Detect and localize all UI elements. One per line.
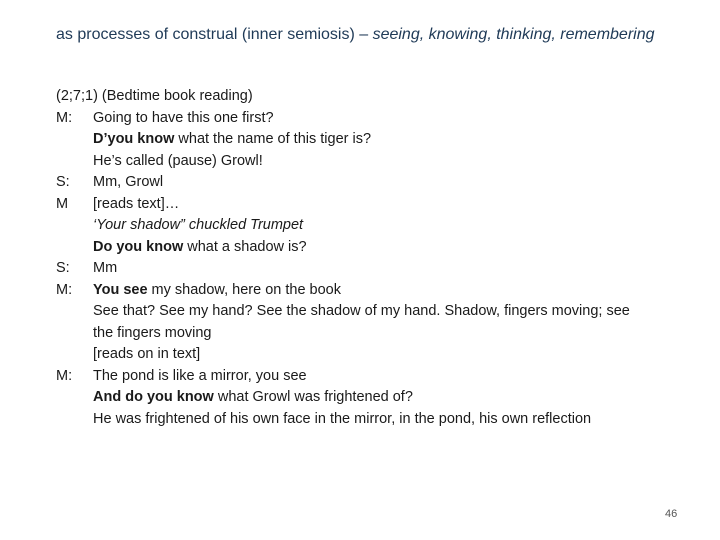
transcript-line (56, 366, 676, 388)
emphasis-text: Do you know (93, 238, 184, 255)
transcript-intro: (2;7;1) (Bedtime book reading) (56, 88, 253, 104)
transcript-line (56, 151, 676, 173)
utterance-segment: [reads on in text] (93, 346, 201, 362)
utterance-segment: what the name of this tiger is? (174, 131, 372, 147)
utterance-segment: Mm, Growl (93, 174, 164, 190)
transcript-line (56, 387, 676, 409)
utterance-segment: ‘Your shadow” chuckled Trumpet (93, 217, 304, 233)
speaker-label: M: (56, 367, 73, 384)
utterance-text (93, 301, 633, 344)
speaker-label (56, 237, 93, 259)
transcript-line (56, 344, 676, 366)
utterance-text (93, 237, 633, 259)
slide-heading (56, 24, 676, 46)
page-number: 46 (665, 508, 678, 520)
utterance-segment: He’s called (pause) Growl! (93, 152, 263, 169)
utterance-text (93, 280, 633, 302)
utterance-segment: Mm (93, 260, 118, 276)
utterance-segment: The pond is like a mirror, you see (93, 367, 307, 384)
transcript-line (56, 215, 676, 237)
speaker-label (56, 215, 93, 237)
utterance-text (93, 129, 633, 151)
utterance-text (93, 151, 633, 173)
utterance-text (93, 108, 633, 130)
transcript (56, 86, 676, 430)
transcript-line (56, 280, 676, 302)
utterance-segment: what a shadow is? (183, 238, 307, 255)
utterance-segment: Going to have this one first? (93, 109, 274, 126)
speaker-label (56, 344, 93, 366)
utterance-segment: what Growl was frightened of? (213, 389, 413, 405)
emphasis-text: And do you know (93, 389, 214, 405)
emphasis-text: You see (93, 281, 148, 298)
speaker-label (56, 129, 93, 151)
heading-italic-text: seeing, knowing, thinking, remembering (372, 26, 655, 43)
utterance-segment: [reads text]… (93, 195, 180, 212)
utterance-text (93, 258, 633, 280)
speaker-label (56, 301, 93, 344)
transcript-line (56, 301, 676, 344)
speaker-label (56, 409, 93, 431)
utterance-segment: See that? See my hand? See the shadow of my hand. Shadow, fingers moving; see the fingers moving (93, 303, 630, 341)
speaker-label: M (56, 195, 69, 212)
utterance-text (93, 194, 633, 216)
utterance-segment: my shadow, here on the book (147, 281, 341, 298)
transcript-line (56, 194, 676, 216)
transcript-line (56, 108, 676, 130)
speaker-label: S: (56, 174, 70, 190)
speaker-label (56, 387, 93, 409)
speaker-label: M: (56, 281, 73, 298)
speaker-label (56, 151, 93, 173)
heading-text: as processes of construal (inner semiosis) – (56, 26, 373, 43)
speaker-label: S: (56, 260, 70, 276)
utterance-text (93, 215, 633, 237)
transcript-lines (56, 108, 676, 431)
transcript-line (56, 258, 676, 280)
utterance-segment: He was frightened of his own face in the mirror, in the pond, his own reflection (93, 410, 592, 427)
transcript-line (56, 409, 676, 431)
transcript-line (56, 129, 676, 151)
utterance-text (93, 409, 633, 431)
utterance-text (93, 387, 633, 409)
speaker-label: M: (56, 109, 73, 126)
utterance-text (93, 366, 633, 388)
utterance-text (93, 344, 633, 366)
emphasis-text: D’you know (93, 131, 175, 147)
transcript-line (56, 172, 676, 194)
transcript-line (56, 237, 676, 259)
utterance-text (93, 172, 633, 194)
